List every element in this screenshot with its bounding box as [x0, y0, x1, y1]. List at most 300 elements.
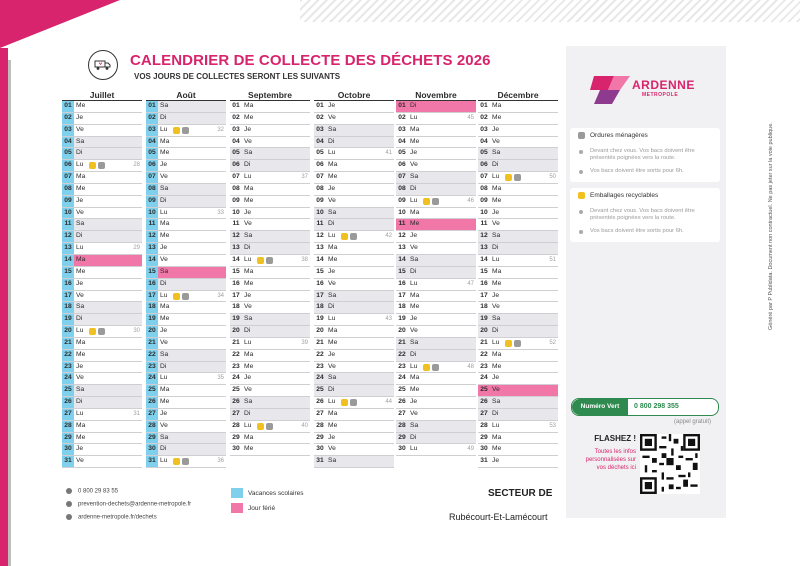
day-row [478, 397, 558, 409]
day-name: Ve [76, 125, 84, 133]
day-name: Di [410, 102, 417, 109]
day-list [396, 100, 476, 456]
day-name: Me [76, 184, 86, 192]
week-number: 28 [133, 162, 140, 169]
day-name: Je [76, 362, 84, 370]
day-row [396, 196, 476, 208]
day-number: 31 [62, 456, 74, 467]
day-number: 16 [146, 279, 158, 290]
day-row [146, 362, 226, 374]
day-name: Ve [328, 279, 336, 287]
day-name: Ma [244, 184, 254, 192]
day-name: Di [76, 232, 83, 240]
day-number: 23 [146, 362, 158, 373]
day-row [396, 172, 476, 184]
day-number: 31 [146, 456, 158, 467]
day-name: Ma [410, 291, 420, 299]
day-number: 22 [62, 350, 74, 361]
day-row [314, 243, 394, 255]
day-list [146, 100, 226, 468]
day-row [314, 326, 394, 338]
day-number: 06 [62, 160, 74, 171]
day-name: Lu [76, 409, 84, 417]
day-name: Me [244, 196, 254, 204]
day-row [230, 385, 310, 397]
day-number: 14 [232, 255, 240, 263]
day-name: Lu [492, 421, 500, 429]
day-row [62, 208, 142, 220]
day-row [62, 350, 142, 362]
day-number: 03 [398, 125, 406, 133]
day-number: 19 [398, 315, 406, 323]
day-row [146, 350, 226, 362]
day-name: Di [244, 161, 251, 169]
day-number: 30 [146, 444, 158, 455]
day-number: 24 [398, 374, 406, 382]
grey-bin-icon [514, 340, 521, 347]
day-number: 19 [146, 314, 158, 325]
day-row [478, 362, 558, 374]
day-row [314, 219, 394, 231]
day-number: 24 [146, 373, 158, 384]
day-name: Sa [244, 149, 253, 157]
day-name: Lu [328, 232, 336, 240]
day-row [314, 302, 394, 314]
day-name: Je [492, 125, 500, 133]
day-row [478, 184, 558, 196]
week-number: 34 [217, 292, 224, 299]
day-row [396, 409, 476, 421]
day-row [146, 409, 226, 421]
day-name: Lu [160, 291, 168, 299]
day-name: Di [492, 244, 499, 252]
day-number: 29 [316, 433, 324, 441]
day-row [396, 302, 476, 314]
secteur-label: SECTEUR DE [488, 488, 553, 499]
day-number: 19 [232, 315, 240, 323]
week-number: 29 [133, 245, 140, 252]
day-number: 10 [316, 208, 324, 216]
day-row [314, 172, 394, 184]
day-row [478, 326, 558, 338]
page-subtitle: VOS JOURS DE COLLECTES SERONT LES SUIVANTS [134, 72, 341, 81]
day-name: Di [328, 303, 335, 311]
day-row [146, 456, 226, 468]
day-row [396, 255, 476, 267]
yellow-bin-icon [257, 423, 264, 430]
day-number: 12 [480, 232, 488, 240]
week-number: 51 [549, 256, 556, 263]
day-name: Je [410, 315, 418, 323]
day-row [62, 137, 142, 149]
day-row [396, 125, 476, 137]
day-number: 08 [146, 184, 158, 195]
day-row [62, 243, 142, 255]
contact-web[interactable]: ardenne-metropole.fr/dechets [66, 514, 157, 521]
day-name: Ve [244, 303, 252, 311]
day-row [146, 385, 226, 397]
day-number: 13 [480, 244, 488, 252]
day-name: Lu [492, 338, 500, 346]
month-name: Août [176, 90, 196, 100]
day-number: 15 [146, 267, 158, 278]
day-name: Di [76, 315, 83, 323]
day-number: 17 [316, 291, 324, 299]
day-row [146, 243, 226, 255]
day-name: Ve [492, 386, 500, 394]
day-row [230, 255, 310, 267]
phone-icon [66, 488, 72, 494]
day-number: 24 [316, 374, 324, 382]
day-row [478, 409, 558, 421]
day-row [478, 385, 558, 397]
day-number: 18 [480, 303, 488, 311]
day-name: Di [244, 244, 251, 252]
day-row [396, 231, 476, 243]
day-name: Me [492, 445, 502, 453]
collection-icons [173, 127, 189, 134]
week-number: 32 [217, 126, 224, 133]
day-number: 09 [316, 196, 324, 204]
bin-yellow-icon [578, 192, 585, 199]
day-number: 22 [480, 350, 488, 358]
day-number: 28 [398, 421, 406, 429]
day-name: Lu [76, 327, 84, 335]
day-name: Lu [244, 338, 252, 346]
day-number: 18 [398, 303, 406, 311]
day-number: 21 [62, 338, 74, 349]
day-number: 02 [62, 113, 74, 124]
day-number: 21 [480, 338, 488, 346]
day-number: 26 [398, 398, 406, 406]
week-number: 33 [217, 209, 224, 216]
day-number: 01 [146, 101, 158, 112]
day-row [62, 267, 142, 279]
day-name: Di [328, 137, 335, 145]
day-row [314, 397, 394, 409]
day-row [62, 326, 142, 338]
day-row [314, 267, 394, 279]
day-name: Sa [160, 184, 169, 192]
day-number: 18 [146, 302, 158, 313]
day-number: 28 [316, 421, 324, 429]
day-name: Ve [328, 113, 336, 121]
contact-phone[interactable]: 0 800 29 83 55 [66, 488, 118, 495]
day-number: 07 [62, 172, 74, 183]
day-row [62, 279, 142, 291]
week-number: 49 [467, 446, 474, 453]
day-number: 06 [232, 161, 240, 169]
day-row [230, 421, 310, 433]
day-number: 04 [232, 137, 240, 145]
day-name: Ve [76, 291, 84, 299]
week-number: 47 [467, 280, 474, 287]
card-line-2: Vos bacs doivent être sortis pour 6h. [590, 228, 684, 234]
numero-vert[interactable] [571, 398, 719, 416]
grey-bin-icon [350, 399, 357, 406]
day-row [230, 231, 310, 243]
header-hatch-decoration [300, 0, 800, 22]
day-name: Je [76, 113, 84, 121]
month-column [314, 90, 394, 468]
day-name: Je [160, 327, 168, 335]
day-row [62, 113, 142, 125]
day-row [146, 184, 226, 196]
week-number: 50 [549, 174, 556, 181]
yellow-bin-icon [341, 233, 348, 240]
day-name: Me [492, 279, 502, 287]
day-name: Ve [328, 362, 336, 370]
day-name: Je [160, 409, 168, 417]
day-number: 07 [146, 172, 158, 183]
day-row [314, 279, 394, 291]
day-name: Je [328, 267, 336, 275]
day-row [478, 148, 558, 160]
day-row [396, 421, 476, 433]
calendar-grid [62, 90, 560, 476]
grey-bin-icon [266, 423, 273, 430]
day-row [230, 196, 310, 208]
day-number: 25 [398, 386, 406, 394]
day-number: 13 [62, 243, 74, 254]
day-row [230, 291, 310, 303]
day-row [314, 456, 394, 468]
day-row [62, 231, 142, 243]
day-row [62, 196, 142, 208]
day-name: Lu [244, 421, 252, 429]
yellow-bin-icon [505, 174, 512, 181]
day-number: 10 [62, 208, 74, 219]
day-number: 02 [316, 113, 324, 121]
day-row [478, 125, 558, 137]
day-row [478, 101, 558, 113]
contact-email[interactable]: prevention-dechets@ardenne-metropole.fr [66, 501, 191, 508]
day-name: Ve [244, 220, 252, 228]
day-name: Je [492, 457, 500, 465]
grey-bin-icon [98, 328, 105, 335]
day-number: 16 [232, 279, 240, 287]
grey-bin-icon [432, 198, 439, 205]
day-row [478, 350, 558, 362]
day-number: 22 [398, 350, 406, 358]
day-name: Sa [328, 208, 337, 216]
day-row [230, 338, 310, 350]
day-name: Ma [492, 267, 502, 275]
yellow-bin-icon [173, 127, 180, 134]
day-name: Sa [76, 303, 85, 311]
month-column [396, 90, 476, 456]
day-number: 30 [232, 445, 240, 453]
day-number: 20 [62, 326, 74, 337]
day-number: 20 [146, 326, 158, 337]
day-row [478, 444, 558, 456]
side-disclaimer: Généré par P Publidata. Document non contractuel. Ne pas jeter sur la voie publique. [768, 122, 774, 330]
qr-code[interactable] [640, 434, 700, 494]
day-row [478, 231, 558, 243]
day-row [62, 409, 142, 421]
day-number: 30 [316, 445, 324, 453]
day-name: Di [160, 445, 167, 453]
day-number: 25 [62, 385, 74, 396]
day-name: Me [492, 196, 502, 204]
left-accent-band [0, 48, 8, 566]
day-number: 24 [480, 374, 488, 382]
day-number: 16 [316, 279, 324, 287]
day-row [62, 362, 142, 374]
week-number: 38 [301, 256, 308, 263]
collection-icons [341, 399, 357, 406]
day-row [396, 279, 476, 291]
day-number: 14 [62, 255, 74, 266]
day-name: Me [492, 362, 502, 370]
month-column [146, 90, 226, 468]
day-name: Me [76, 433, 86, 441]
day-row [62, 397, 142, 409]
day-name: Je [160, 244, 168, 252]
day-number: 08 [232, 184, 240, 192]
day-row [146, 433, 226, 445]
day-name: Me [410, 303, 420, 311]
day-name: Me [160, 398, 170, 406]
day-row [62, 433, 142, 445]
day-name: Je [244, 208, 252, 216]
day-name: Lu [160, 125, 168, 133]
day-number: 12 [232, 232, 240, 240]
day-number: 06 [146, 160, 158, 171]
collection-icons [423, 198, 439, 205]
day-number: 13 [232, 244, 240, 252]
day-name: Ma [328, 409, 338, 417]
yellow-bin-icon [423, 364, 430, 371]
day-row [62, 172, 142, 184]
day-number: 04 [146, 137, 158, 148]
day-number: 05 [62, 148, 74, 159]
day-row [478, 243, 558, 255]
day-name: Me [244, 362, 254, 370]
day-number: 15 [232, 267, 240, 275]
day-name: Ve [76, 208, 84, 216]
day-number: 03 [480, 125, 488, 133]
day-row [396, 137, 476, 149]
day-name: Me [244, 445, 254, 453]
day-number: 17 [146, 291, 158, 302]
day-row [396, 208, 476, 220]
day-row [396, 243, 476, 255]
day-name: Lu [410, 445, 418, 453]
card-title: Emballages recyclables [590, 192, 659, 199]
day-row [478, 291, 558, 303]
day-name: Ve [244, 137, 252, 145]
day-number: 30 [398, 445, 406, 453]
month-column [230, 90, 310, 456]
day-number: 25 [232, 386, 240, 394]
day-number: 16 [62, 279, 74, 290]
day-number: 23 [480, 362, 488, 370]
card-line-1: Devant chez vous. Vos bacs doivent être présentés poignées vers la route. [590, 148, 695, 161]
day-name: Sa [492, 398, 501, 406]
day-name: Ma [492, 433, 502, 441]
day-name: Je [328, 350, 336, 358]
day-row [314, 208, 394, 220]
day-name: Lu [244, 173, 252, 181]
collection-icons [423, 364, 439, 371]
day-row [62, 148, 142, 160]
day-row [314, 314, 394, 326]
day-name: Ma [76, 338, 86, 346]
day-row [478, 255, 558, 267]
day-name: Ma [492, 102, 502, 109]
day-number: 23 [62, 362, 74, 373]
yellow-bin-icon [173, 458, 180, 465]
day-name: Di [244, 409, 251, 417]
day-row [146, 255, 226, 267]
day-row [478, 373, 558, 385]
day-number: 11 [316, 220, 324, 228]
day-row [396, 397, 476, 409]
day-name: Ma [160, 303, 170, 311]
day-row [62, 456, 142, 468]
day-name: Lu [410, 113, 418, 121]
day-number: 03 [232, 125, 240, 133]
day-row [230, 350, 310, 362]
day-row [478, 137, 558, 149]
day-number: 21 [146, 338, 158, 349]
day-number: 27 [62, 409, 74, 420]
week-number: 30 [133, 328, 140, 335]
card-line-1: Devant chez vous. Vos bacs doivent être présentés poignées vers la route. [590, 208, 695, 221]
day-row [146, 160, 226, 172]
day-row [314, 231, 394, 243]
day-number: 01 [62, 101, 74, 112]
day-name: Sa [160, 433, 169, 441]
day-name: Je [492, 374, 500, 382]
day-number: 30 [480, 445, 488, 453]
yellow-bin-icon [257, 257, 264, 264]
card-line-2: Vos bacs doivent être sortis pour 6h. [590, 168, 684, 174]
clock-icon [579, 170, 583, 174]
day-number: 23 [316, 362, 324, 370]
collection-icons [505, 340, 521, 347]
day-row [230, 148, 310, 160]
day-number: 15 [316, 267, 324, 275]
day-number: 21 [232, 338, 240, 346]
day-name: Lu [492, 255, 500, 263]
day-name: Sa [328, 291, 337, 299]
day-name: Sa [410, 255, 419, 263]
day-name: Ve [160, 173, 168, 181]
week-number: 36 [217, 458, 224, 465]
day-row [396, 160, 476, 172]
day-number: 21 [316, 338, 324, 346]
day-row [146, 148, 226, 160]
secteur-commune: Rubécourt-Et-Lamécourt [449, 512, 548, 522]
day-row [62, 302, 142, 314]
day-name: Je [328, 184, 336, 192]
collection-icons [257, 423, 273, 430]
location-icon [579, 150, 583, 154]
day-number: 09 [398, 196, 406, 204]
day-name: Di [492, 161, 499, 169]
day-number: 05 [232, 149, 240, 157]
day-row [62, 255, 142, 267]
day-number: 29 [146, 433, 158, 444]
day-number: 14 [480, 255, 488, 263]
day-name: Ma [244, 350, 254, 358]
day-name: Je [244, 291, 252, 299]
yellow-bin-icon [423, 198, 430, 205]
day-row [230, 302, 310, 314]
day-row [396, 101, 476, 113]
